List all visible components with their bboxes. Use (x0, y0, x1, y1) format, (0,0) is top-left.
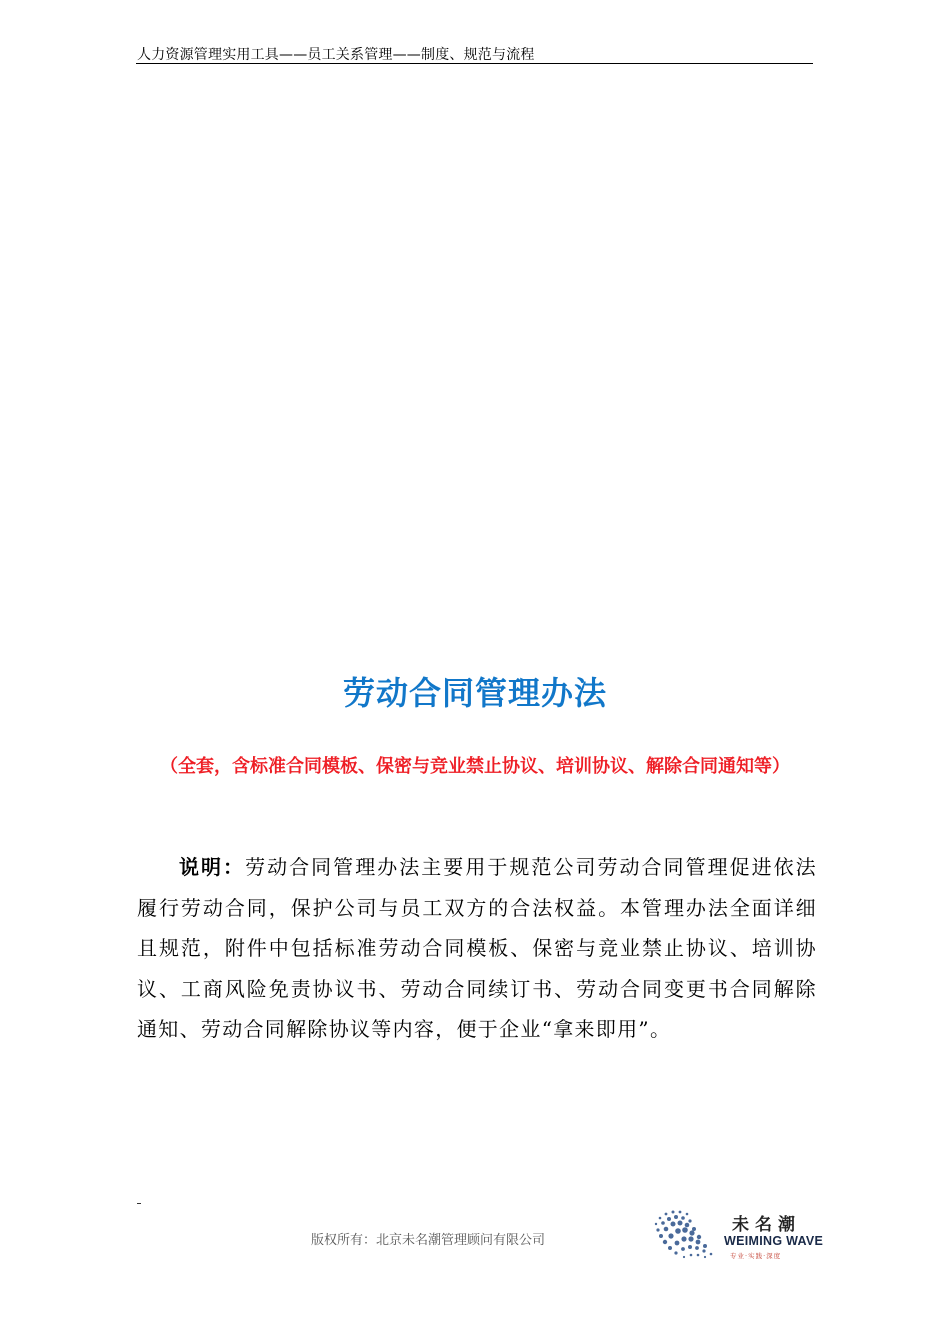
copyright-notice: 版权所有：北京未名潮管理顾问有限公司 (311, 1233, 546, 1248)
company-logo (648, 1206, 824, 1266)
logo-tagline: 专业·实践·深度 (730, 1252, 782, 1260)
logo-chinese-name: 未名潮 (732, 1215, 801, 1235)
wave-logo-icon (648, 1206, 724, 1266)
intro-paragraph (137, 847, 817, 1050)
logo-english-name: WEIMING WAVE (724, 1234, 824, 1248)
running-header: 人力资源管理实用工具——员工关系管理——制度、规范与流程 (137, 47, 535, 63)
intro-lead: 说明： (179, 855, 246, 879)
header-rule (136, 63, 813, 64)
intro-body: 劳动合同管理办法主要用于规范公司劳动合同管理促进依法履行劳动合同，保护公司与员工双方的合法权益。本管理办法全面详细且规范，附件中包括标准劳动合同模板、保密与竞业禁止协议、培训协议、工商风险免责协议书、劳动合同续订书、劳动合同变更书合同解除通知、劳动合同解除协议等内容，便于企业“拿来即用”。 (137, 855, 817, 1041)
document-title: 劳动合同管理办法 (342, 674, 607, 712)
document-subtitle: （全套，含标准合同模板、保密与竞业禁止协议、培训协议、解除合同通知等） (160, 756, 790, 777)
footer-mark (137, 1203, 141, 1204)
